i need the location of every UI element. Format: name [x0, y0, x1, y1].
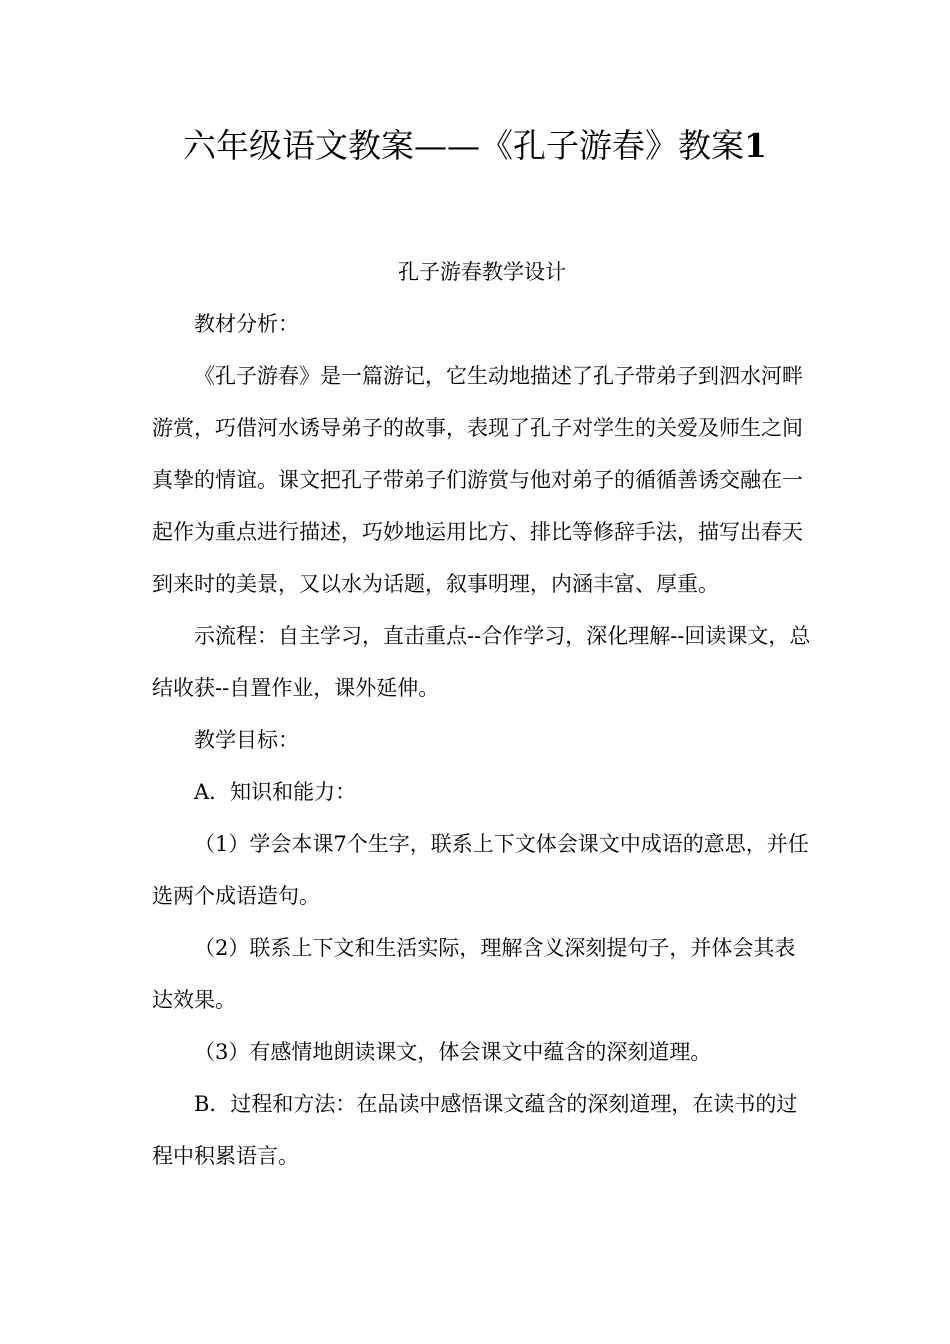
paragraph-material-analysis: 《孔子游春》是一篇游记，它生动地描述了孔子带弟子到泗水河畔游赏，巧借河水诱导弟子的故事，表现了孔子对学生的关爱及师生之间真挚的情谊。课文把孔子带弟子们游赏与他对弟子的循循善诱交融在一起作为重点进行描述，巧妙地运用比方、排比等修辞手法，描写出春天到来时的美景，又以水为话题，叙事明理，内涵丰富、厚重。 — [152, 364, 803, 596]
document-body — [152, 246, 812, 1182]
goal-a-heading: A．知识和能力： — [194, 780, 357, 804]
document-subtitle: 孔子游春教学设计 — [398, 260, 566, 284]
paragraph-teaching-flow: 示流程：自主学习，直击重点--合作学习，深化理解--回读课文，总结收获--自置作业，课外延伸。 — [152, 624, 811, 700]
document-title-number: 1 — [744, 126, 767, 165]
goal-a-item-1: （1）学会本课7个生字，联系上下文体会课文中成语的意思，并任选两个成语造句。 — [152, 832, 809, 908]
goal-a-item-3: （3）有感情地朗读课文，体会课文中蕴含的深刻道理。 — [194, 1040, 712, 1064]
document-title — [0, 122, 950, 170]
section-heading-material-analysis: 教材分析： — [194, 312, 299, 336]
goal-a-item-2: （2）联系上下文和生活实际，理解含义深刻提句子，并体会其表达效果。 — [152, 936, 796, 1012]
document-title-text: 六年级语文教案——《孔子游春》教案 — [183, 126, 745, 165]
section-heading-teaching-goals: 教学目标： — [194, 728, 299, 752]
goal-b-paragraph: B．过程和方法：在品读中感悟课文蕴含的深刻道理，在读书的过程中积累语言。 — [152, 1092, 798, 1168]
